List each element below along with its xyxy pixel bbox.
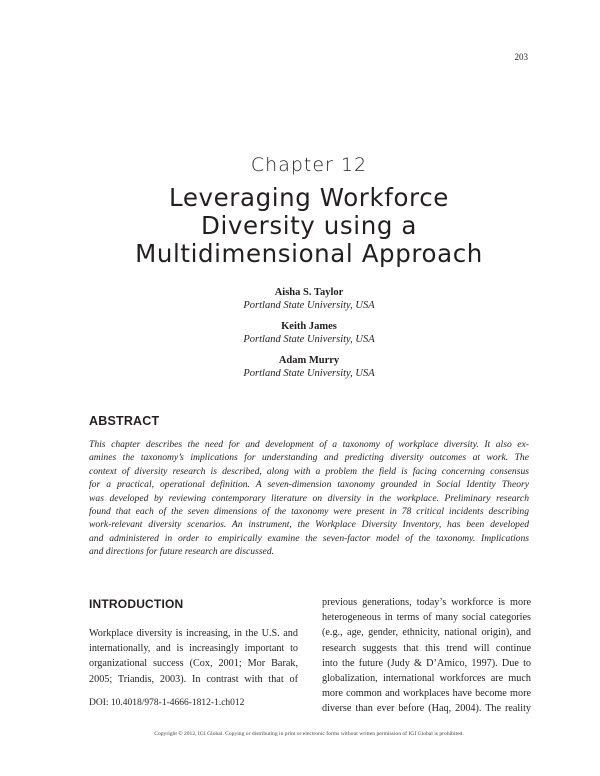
body-line: internationally, and is increasingly important to	[89, 643, 298, 655]
author-affiliation: Portland State University, USA	[243, 334, 375, 345]
abstract-body	[89, 438, 529, 559]
body-line: research suggests that this trend will continue	[322, 642, 531, 654]
body-line: globalization, international workforces are much	[322, 673, 531, 685]
author-name: Adam Murry	[278, 355, 340, 366]
introduction-left-column	[89, 626, 298, 687]
abstract-line: found that each of the seven dimensions of the taxonomy were present in 78 critical incidents describing	[89, 506, 529, 518]
abstract-line: and administered in order to empirically examine the seven-factor model of the taxonomy. Implications	[89, 532, 529, 544]
author-block	[0, 354, 600, 380]
introduction-heading: INTRODUCTION	[89, 597, 184, 611]
chapter-label: Chapter 12	[250, 154, 368, 176]
copyright-notice: Copyright © 2012, IGI Global. Copying or distributing in print or electronic forms without written permission of IGI Global is prohibited.	[154, 731, 464, 737]
abstract-line: This chapter describes the need for and development of a taxonomy of workplace diversity. It also ex-	[89, 439, 529, 450]
body-line: 2005; Triandis, 2003). In contrast with that of	[89, 673, 298, 685]
doi-line: DOI: 10.4018/978-1-4666-1812-1.ch012	[89, 698, 245, 708]
author-affiliation: Portland State University, USA	[243, 300, 375, 311]
author-name: Keith James	[281, 321, 337, 332]
introduction-right-column	[322, 595, 531, 717]
abstract-heading: ABSTRACT	[89, 414, 160, 428]
abstract-line: for a practical, operational definition. A seven-dimension taxonomy grounded in Social Identity Theory	[89, 479, 529, 491]
body-line: into the future (Judy & D’Amico, 1997). Due to	[322, 657, 531, 669]
body-line: more common and workplaces have become more	[322, 688, 531, 700]
abstract-line: context of diversity research is described, along with a problem the field is facing concerning consensus	[89, 465, 529, 477]
body-line: heterogeneous in terms of many social categories	[322, 612, 531, 624]
abstract-line: work-relevant diversity scenarios. An instrument, the Workplace Diversity Inventory, has been developed	[89, 519, 529, 531]
body-line: (e.g., age, gender, ethnicity, national origin), and	[322, 627, 531, 639]
author-block	[0, 320, 600, 346]
title-line: Diversity using a	[201, 211, 417, 240]
abstract-line: and directions for future research are discussed.	[89, 546, 275, 558]
author-name: Aisha S. Taylor	[274, 287, 344, 298]
page-number: 203	[514, 52, 528, 62]
abstract-line: amines the taxonomy’s implications for understanding and predicting diversity outcomes at work. The	[89, 452, 529, 464]
chapter-title	[0, 184, 600, 268]
body-line: diverse than ever before (Haq, 2004). The reality	[322, 703, 531, 715]
title-line: Leveraging Workforce	[169, 183, 449, 212]
abstract-line: was developed by reviewing contemporary literature on diversity in the workplace. Preliminary research	[89, 492, 529, 504]
body-line: Workplace diversity is increasing, in the U.S. and	[89, 628, 298, 639]
author-affiliation: Portland State University, USA	[243, 368, 375, 379]
author-block	[0, 286, 600, 312]
body-line: previous generations, today’s workforce is more	[322, 597, 531, 608]
body-line: organizational success (Cox, 2001; Mor Barak,	[89, 658, 298, 670]
title-line: Multidimensional Approach	[135, 239, 483, 268]
